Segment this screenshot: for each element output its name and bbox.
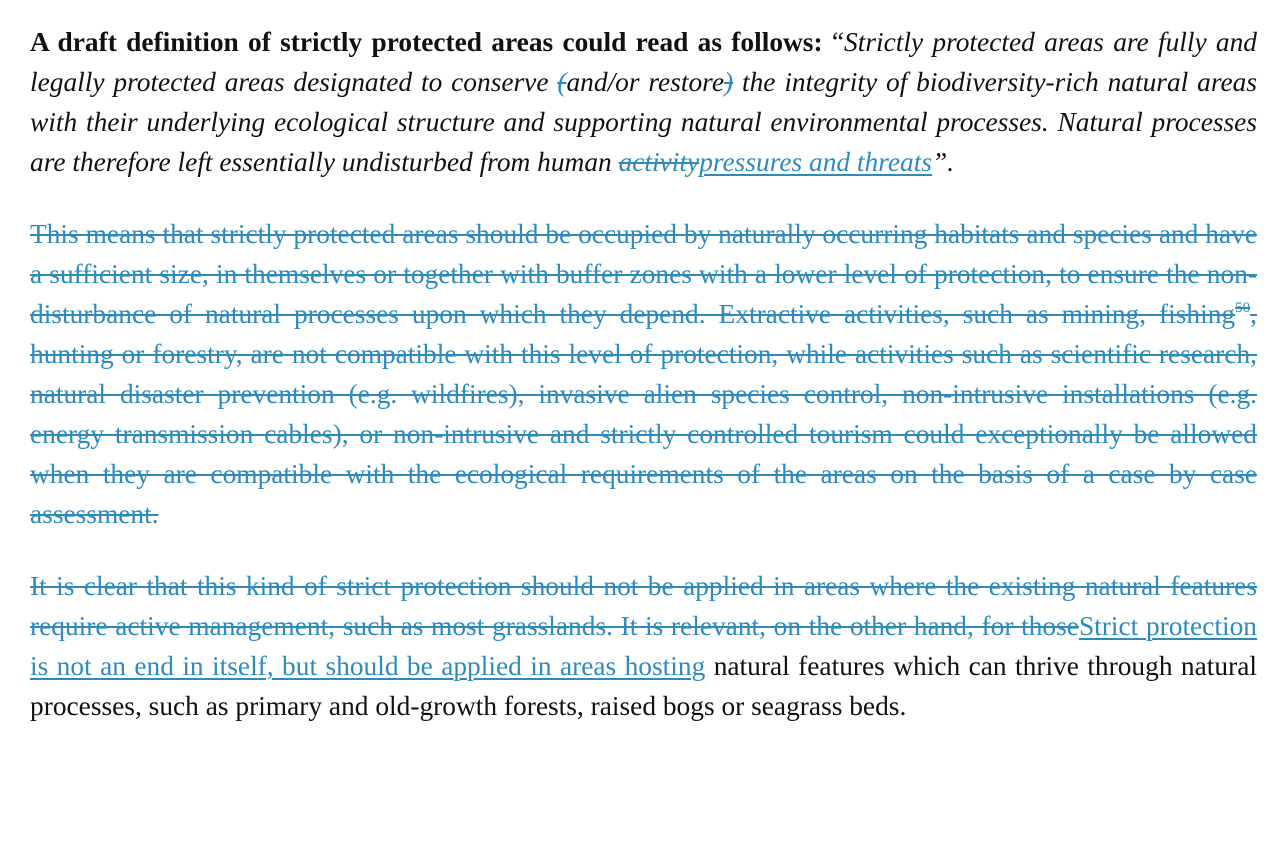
footnote-reference[interactable]: 50 <box>1235 300 1251 316</box>
deleted-text-b: , hunting or forestry, are not compatible with this level of protection, while activities such as scientific research, natural disaster prevention (e.g. wildfires), invasive alien species control, non-intrusive installations (e.g. energy transmission cables), or non-intrusive and strictly controlled tourism could exceptionally be allowed when they are compatible with the ecological requirements of the areas on the basis of a case by case assessment. <box>30 299 1257 529</box>
paragraph-deleted-explanation <box>30 214 1257 534</box>
lead-in-heading: A draft definition of strictly protected areas could read as follows: <box>30 27 823 57</box>
deleted-text: It is clear that this kind of strict protection should not be applied in areas where the existing natural features require active management, such as most grasslands. It is relevant, on the other hand, for those <box>30 571 1257 641</box>
inserted-pressures-and-threats: pressures and threats <box>699 147 933 177</box>
deleted-word-activity: activity <box>618 147 700 177</box>
open-quote: “ <box>822 27 845 57</box>
paragraph-definition <box>30 22 1257 182</box>
definition-text-c: the integrity of biodiversity-rich natural areas with their underlying ecological structure and supporting natural environmental processes. Natural processes are therefore left essentially undisturbed from human <box>30 67 1257 177</box>
deleted-paren-open: ( <box>557 67 567 97</box>
deleted-text-a: This means that strictly protected areas should be occupied by naturally occurring habitats and species and have a sufficient size, in themselves or together with buffer zones with a lower level of protection, to ensure the non-disturbance of natural processes upon which they depend. Extractive activities, such as mining, fishing <box>30 219 1257 329</box>
remaining-text: natural features which can thrive through natural processes, such as primary and old-growth forests, raised bogs or seagrass beds. <box>30 651 1257 721</box>
close-quote: ”. <box>932 147 955 177</box>
definition-text-b: and/or restore <box>566 67 724 97</box>
document-body <box>30 22 1257 726</box>
definition-text-a: Strictly protected areas are fully and legally protected areas designated to conserve <box>30 27 1257 97</box>
deleted-paren-close: ) <box>723 67 734 97</box>
paragraph-strict-protection <box>30 566 1257 726</box>
inserted-text: Strict protection is not an end in itself, but should be applied in areas hosting <box>30 611 1257 681</box>
